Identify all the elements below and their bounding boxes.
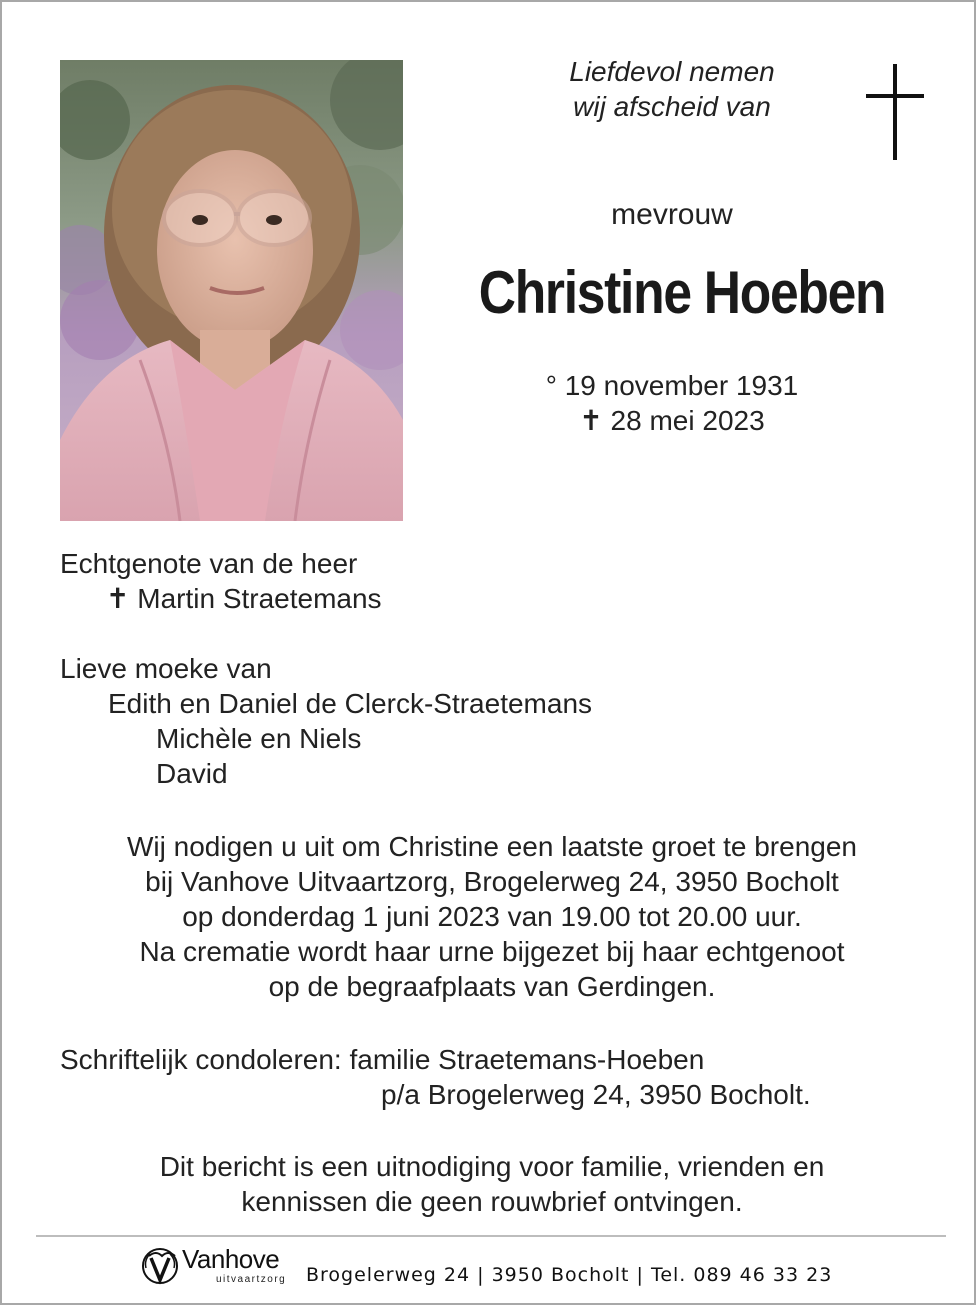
invitation-line: op donderdag 1 juni 2023 van 19.00 tot 20.00 uur. [182,901,802,932]
footer-address: Brogelerweg 24 | 3950 Bocholt | Tel. 089 46 33 23 [306,1264,833,1286]
condolences-line-2: p/a Brogelerweg 24, 3950 Bocholt. [381,1079,811,1110]
children-line-1: Edith en Daniel de Clerck-Straetemans [108,688,593,719]
spouse-line-1: Echtgenote van de heer [60,548,358,579]
children-line-3: David [156,758,228,789]
children-line-2: Michèle en Niels [156,723,362,754]
invitation-line: Wij nodigen u uit om Christine een laatste groet te brengen [127,831,857,862]
intro-text [522,54,822,124]
intro-line-1: Liefdevol nemen [569,56,775,87]
notice-line-1: Dit bericht is een uitnodiging voor familie, vrienden en [159,1151,825,1182]
logo-subtitle: uitvaartzorg [216,1274,287,1285]
deceased-name: Christine Hoeben [478,259,886,326]
life-dates [472,368,872,438]
vanhove-logo [140,1244,300,1290]
condolences-line-1: Schriftelijk condoleren: familie Straetemans-Hoeben [60,1044,705,1075]
title-prefix: mevrouw [611,198,733,231]
footer-divider [36,1235,946,1237]
invitation-line: Na crematie wordt haar urne bijgezet bij haar echtgenoot [139,936,845,967]
death-date: ✝ 28 mei 2023 [579,405,765,436]
vanhove-emblem-icon [140,1244,184,1288]
children-heading: Lieve moeke van [60,653,272,684]
notice-line-2: kennissen die geen rouwbrief ontvingen. [241,1186,743,1217]
birth-date: ° 19 november 1931 [545,370,799,401]
portrait-photo [60,60,403,521]
intro-line-2: wij afscheid van [573,91,771,122]
cross-icon [866,64,924,160]
invitation-text [42,829,942,1004]
logo-name: Vanhove [182,1244,280,1274]
spouse-line-2: ✝ Martin Straetemans [106,583,382,614]
invitation-line: bij Vanhove Uitvaartzorg, Brogelerweg 24, 3950 Bocholt [145,866,839,897]
invitation-line: op de begraafplaats van Gerdingen. [268,971,716,1002]
notice-text [42,1149,942,1219]
